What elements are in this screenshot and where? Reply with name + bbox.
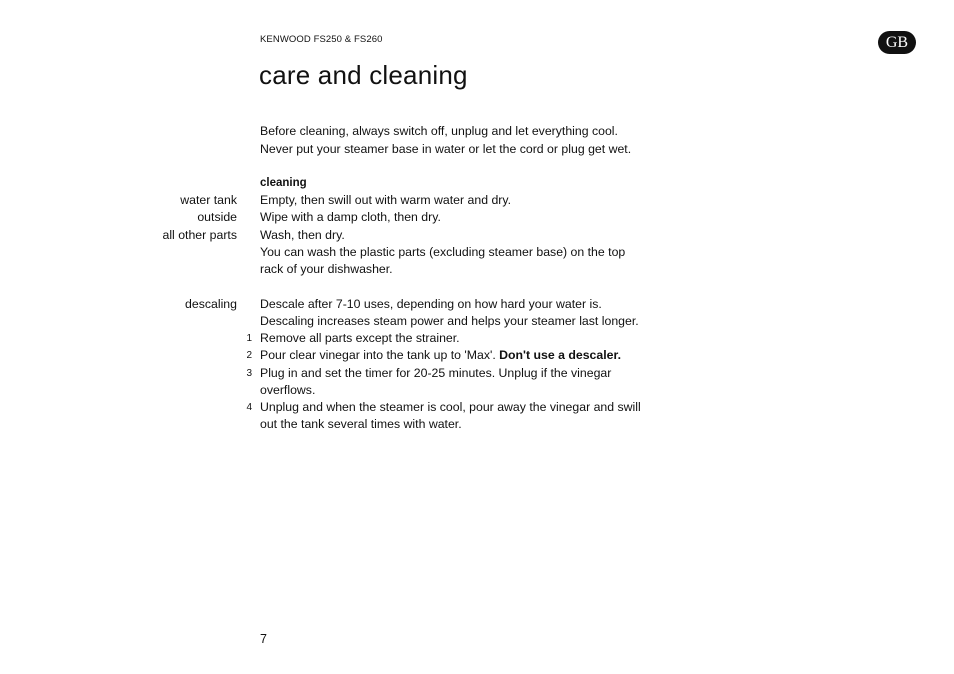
step-number: 2	[246, 350, 252, 361]
intro-line	[0, 123, 954, 140]
cleaning-heading: cleaning	[260, 177, 307, 189]
descaling-label: descaling	[185, 297, 237, 311]
descaling-step	[0, 416, 954, 433]
descaling-step	[0, 382, 954, 399]
water-tank-label: water tank	[180, 193, 237, 207]
cleaning-heading-row	[0, 175, 954, 192]
descaling-intro: Descaling increases steam power and helps your steamer last longer.	[260, 314, 639, 328]
intro-text: Before cleaning, always switch off, unplug and let everything cool.	[260, 124, 618, 138]
descaling-step	[0, 330, 954, 347]
model-name: KENWOOD FS250 & FS260	[260, 34, 383, 45]
step-text: Unplug and when the steamer is cool, pour away the vinegar and swill	[260, 400, 641, 414]
step-text: overflows.	[260, 383, 316, 397]
other-parts-row	[0, 227, 954, 244]
descaling-row	[0, 296, 954, 313]
water-tank-text: Empty, then swill out with warm water and dry.	[260, 193, 512, 207]
intro-line	[0, 141, 954, 158]
intro-text: Never put your steamer base in water or let the cord or plug get wet.	[260, 142, 632, 156]
other-parts-text: You can wash the plastic parts (excluding steamer base) on the top	[260, 245, 626, 259]
descaling-row	[0, 313, 954, 330]
other-parts-text: Wash, then dry.	[260, 228, 345, 242]
step-text-wrapper	[260, 347, 700, 364]
water-tank-row	[0, 192, 954, 209]
other-parts-text: rack of your dishwasher.	[260, 262, 393, 276]
step-text: out the tank several times with water.	[260, 417, 462, 431]
step-number: 1	[246, 333, 252, 344]
outside-label: outside	[197, 210, 237, 224]
outside-text: Wipe with a damp cloth, then dry.	[260, 210, 441, 224]
step-warning: Don't use a descaler.	[499, 348, 622, 362]
descaling-intro: Descale after 7-10 uses, depending on how hard your water is.	[260, 297, 602, 311]
step-text: Pour clear vinegar into the tank up to 'Max'.	[260, 348, 500, 362]
step-text: Plug in and set the timer for 20-25 minutes. Unplug if the vinegar	[260, 366, 612, 380]
outside-row	[0, 209, 954, 226]
page-number: 7	[260, 632, 267, 646]
page-title: care and cleaning	[259, 60, 468, 90]
other-parts-row	[0, 244, 954, 261]
descaling-step	[0, 365, 954, 382]
step-text: Remove all parts except the strainer.	[260, 331, 460, 345]
language-badge: GB	[878, 31, 916, 54]
descaling-step	[0, 347, 954, 364]
step-number: 3	[246, 368, 252, 379]
step-number: 4	[246, 402, 252, 413]
descaling-step	[0, 399, 954, 416]
other-parts-row	[0, 261, 954, 278]
other-parts-label: all other parts	[162, 228, 237, 242]
